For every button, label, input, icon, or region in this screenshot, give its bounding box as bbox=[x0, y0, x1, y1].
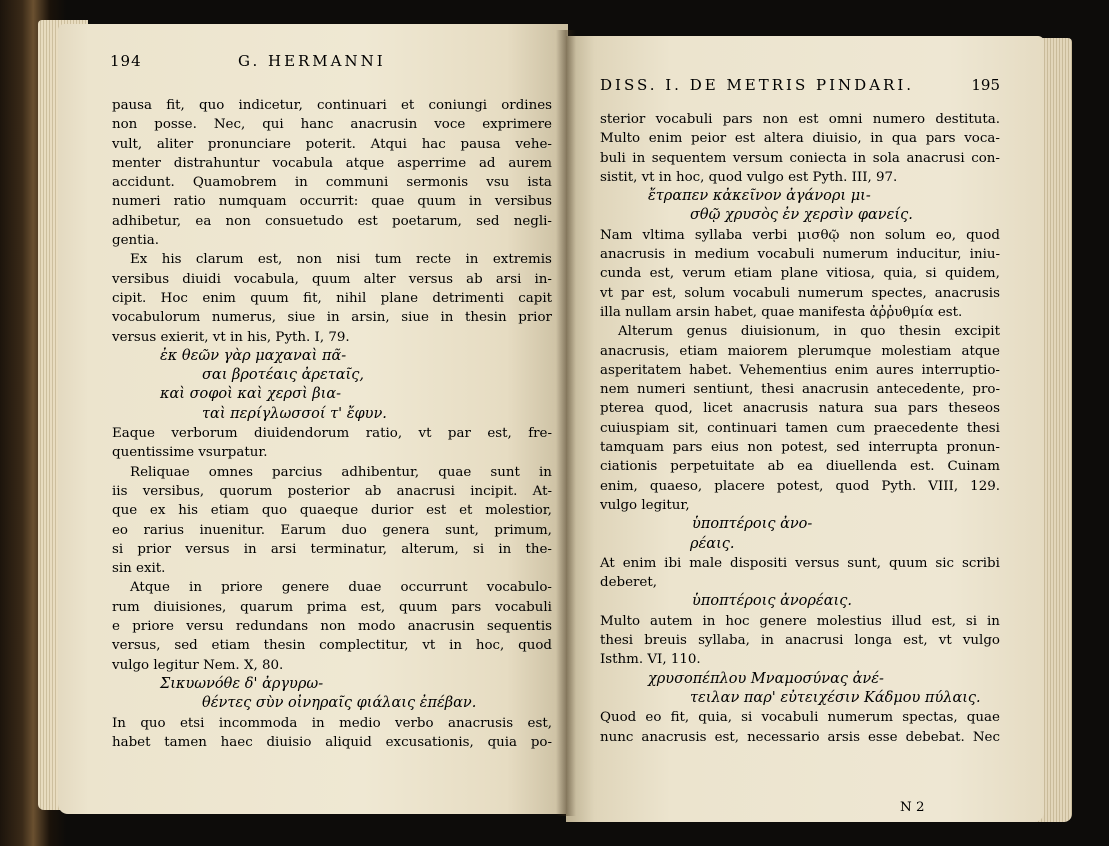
greek-verse-line: ρέαις. bbox=[690, 535, 735, 552]
greek-verse-line: ταὶ περίγλωσσοί τ' ἔφυν. bbox=[202, 405, 387, 422]
text-line: cunda est, verum etiam plane vitiosa, quia, si quidem, bbox=[600, 266, 1000, 282]
text-line: sistit, vt in hoc, quod vulgo est Pyth. III, 97. bbox=[600, 169, 898, 185]
book-gutter bbox=[556, 30, 576, 816]
greek-verse-line: ἐκ θεῶν γὰρ μαχαναὶ πᾶ- bbox=[160, 347, 347, 364]
text-line: vocabulorum numerus, siue in arsin, siue in thesin prior bbox=[112, 310, 552, 326]
text-line: quentissime vsurpatur. bbox=[112, 445, 268, 461]
text-line: gentia. bbox=[112, 233, 160, 249]
text-line: tamquam pars eius non potest, sed interrupta pronun- bbox=[600, 440, 1000, 456]
text-line: Alterum genus diuisionum, in quo thesin excipit bbox=[618, 324, 1000, 340]
text-line: vult, aliter pronunciare poterit. Atqui hac pausa vehe- bbox=[112, 136, 552, 152]
text-line: nem numeri sentiunt, thesi anacrusin antecedente, pro- bbox=[600, 382, 1000, 398]
text-line: asperitatem habet. Vehementius enim aures interruptio- bbox=[600, 362, 1000, 378]
text-line: menter distrahuntur vocabula atque asperrime ad aurem bbox=[112, 155, 552, 171]
left-page-number: 194 bbox=[110, 52, 142, 70]
text-line: Quod eo fit, quia, si vocabuli numerum spectas, quae bbox=[600, 710, 1000, 726]
text-line: versus, sed etiam thesin complectitur, vt in hoc, quod bbox=[112, 638, 552, 654]
text-line: Isthm. VI, 110. bbox=[600, 652, 701, 668]
left-running-head: G. HERMANNI bbox=[238, 52, 386, 70]
text-line: e priore versu redundans non modo anacrusin sequentis bbox=[112, 619, 552, 635]
greek-verse-line: ἔτραπεν κἀκεῖνον ἀγάνορι μι- bbox=[648, 188, 871, 205]
text-line: vulgo legitur Nem. X, 80. bbox=[112, 657, 284, 673]
text-line: Ex his clarum est, non nisi tum recte in extremis bbox=[130, 252, 552, 268]
text-line: rum diuisiones, quarum prima est, quum pars vocabuli bbox=[112, 599, 552, 615]
left-page-header bbox=[110, 52, 500, 76]
text-line: numeri ratio numquam occurrit: quae quum in versibus bbox=[112, 194, 552, 210]
right-page-number: 195 bbox=[971, 76, 1000, 94]
greek-verse-line: Σικυωνόθε δ' ἀργυρω- bbox=[160, 675, 324, 692]
text-line: Reliquae omnes parcius adhibentur, quae sunt in bbox=[130, 464, 552, 480]
text-line: pterea quod, licet anacrusis natura sua pars theseos bbox=[600, 401, 1000, 417]
text-line: buli in sequentem versum coniecta in sola anacrusi con- bbox=[600, 150, 1000, 166]
text-line: vt par est, solum vocabuli numerum spectes, anacrusis bbox=[600, 285, 1000, 301]
text-line: Multo enim peior est altera diuisio, in qua pars voca- bbox=[600, 131, 1000, 147]
text-line: Atque in priore genere duae occurrunt vocabulo- bbox=[130, 580, 552, 596]
text-line: ciationis perpetuitate ab ea diuellenda est. Cuinam bbox=[600, 459, 1000, 475]
greek-verse-line: σθῷ χρυσὸς ἐν χερσὶν φανείς. bbox=[690, 207, 913, 224]
text-line: illa nullam arsin habet, quae manifesta ἀῤῥυθμία est. bbox=[600, 304, 963, 320]
text-line: sin exit. bbox=[112, 561, 166, 577]
text-line: sterior vocabuli pars non est omni numero destituta. bbox=[600, 112, 1000, 127]
text-line: Nam vltima syllaba verbi μισθῷ non solum eo, quod bbox=[600, 227, 1000, 243]
text-line: deberet, bbox=[600, 575, 657, 591]
greek-verse-line: ὑποπτέροις ἀνο- bbox=[692, 516, 813, 533]
text-line: anacrusis, etiam maiorem plerumque molestiam atque bbox=[600, 343, 1000, 359]
right-page-header bbox=[600, 76, 1000, 100]
text-line: si prior versus in arsi terminatur, alterum, si in the- bbox=[112, 541, 552, 557]
text-line: enim, quaeso, placere potest, quod Pyth. VIII, 129. bbox=[600, 478, 1000, 494]
greek-verse-line: θέντες σὺν οἰνηραῖς φιάλαις ἐπέβαν. bbox=[202, 695, 477, 712]
right-page-text bbox=[600, 110, 1000, 747]
text-line: Multo autem in hoc genere molestius illud est, si in bbox=[600, 613, 1000, 629]
greek-verse-line: ὑποπτέροις ἀνορέαις. bbox=[692, 593, 852, 610]
text-line: non posse. Nec, qui hanc anacrusin voce exprimere bbox=[112, 117, 552, 133]
text-line: que ex his etiam quo quaeque durior est et molestior, bbox=[112, 503, 552, 519]
text-line: accidunt. Quamobrem in communi sermonis vsu ista bbox=[112, 175, 552, 191]
text-line: anacrusis in medium vocabuli numerum inducitur, iniu- bbox=[600, 247, 1000, 263]
text-line: nunc anacrusis est, necessario arsis esse debebat. Nec bbox=[600, 729, 1000, 745]
text-line: vulgo legitur, bbox=[600, 497, 690, 513]
greek-verse-line: καὶ σοφοὶ καὶ χερσὶ βια- bbox=[160, 386, 342, 403]
greek-verse-line: σαι βροτέαις ἀρεταῖς, bbox=[202, 367, 364, 384]
greek-verse-line: χρυσοπέπλου Μναμοσύνας ἀνέ- bbox=[648, 670, 884, 687]
left-page-text bbox=[112, 96, 552, 752]
signature-mark: N 2 bbox=[900, 800, 925, 815]
text-line: pausa fit, quo indicetur, continuari et coniungi ordines bbox=[112, 98, 552, 113]
text-line: Eaque verborum diuidendorum ratio, vt par est, fre- bbox=[112, 426, 552, 442]
text-line: eo rarius inuenitur. Earum duo genera sunt, primum, bbox=[112, 522, 552, 538]
text-line: At enim ibi male dispositi versus sunt, quum sic scribi bbox=[600, 555, 1000, 571]
text-line: iis versibus, quorum posterior ab anacrusi incipit. At- bbox=[112, 483, 552, 499]
text-line: In quo etsi incommoda in medio verbo anacrusis est, bbox=[112, 715, 552, 731]
text-line: habet tamen haec diuisio aliquid excusationis, quia po- bbox=[112, 734, 552, 750]
greek-verse-line: τειλαν παρ' εὐτειχέσιν Κάδμου πύλαις. bbox=[690, 689, 981, 706]
text-line: adhibetur, ea non consuetudo est poetarum, sed negli- bbox=[112, 213, 552, 229]
text-line: cipit. Hoc enim quum fit, nihil plane detrimenti capit bbox=[112, 290, 552, 306]
right-running-head: DISS. I. DE METRIS PINDARI. bbox=[600, 76, 915, 94]
text-line: versus exierit, vt in his, Pyth. I, 79. bbox=[112, 329, 350, 345]
text-line: versibus diuidi vocabula, quum alter versus ab arsi in- bbox=[112, 271, 552, 287]
text-line: thesi breuis syllaba, in anacrusi longa est, vt vulgo bbox=[600, 633, 1000, 649]
text-line: cuiuspiam sit, continuari tamen cum praecedente thesi bbox=[600, 420, 1000, 436]
